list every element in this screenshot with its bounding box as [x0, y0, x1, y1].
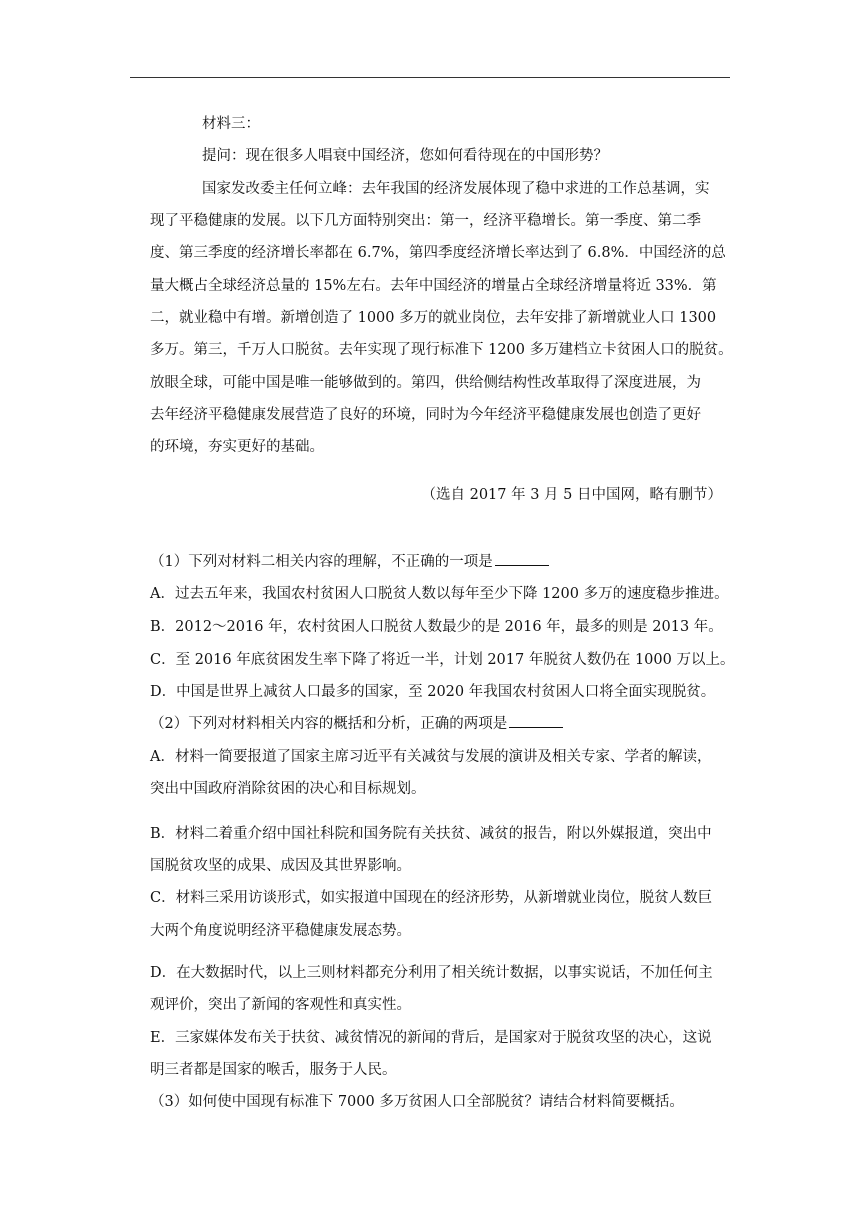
- q2-option: B．材料二着重介绍中国社科院和国务院有关扶贫、减贫的报告，附以外媒报道，突出中: [150, 826, 712, 842]
- q2-stem-text: （2）下列对材料相关内容的概括和分析，正确的两项是: [150, 716, 508, 732]
- q1-option: A．过去五年来，我国农村贫困人口脱贫人数以每年至少下降 1200 多万的速度稳步推进。: [150, 586, 729, 602]
- q1-option: C．至 2016 年底贫困发生率下降了将近一半，计划 2017 年脱贫人数仍在 1000 万以上。: [150, 652, 735, 668]
- q2-option: D．在大数据时代，以上三则材料都充分利用了相关统计数据，以事实说话，不加任何主: [150, 965, 713, 981]
- material3-line: 二，就业稳中有增。新增创造了 1000 多万的就业岗位，去年安排了新增就业人口 1300: [150, 310, 717, 326]
- material3-line: 国家发改委主任何立峰：去年我国的经济发展体现了稳中求进的工作总基调，实: [202, 181, 710, 197]
- q2-option: C．材料三采用访谈形式，如实报道中国现在的经济形势，从新增就业岗位，脱贫人数巨: [150, 890, 713, 906]
- material3-source: （选自 2017 年 3 月 5 日中国网，略有删节）: [421, 487, 722, 503]
- q1-stem: [150, 546, 732, 578]
- q2-option: E．三家媒体发布关于扶贫、减贫情况的新闻的背后，是国家对于脱贫攻坚的决心，这说: [150, 1030, 712, 1046]
- material3-question: 提问：现在很多人唱衰中国经济，您如何看待现在的中国形势？: [202, 148, 608, 164]
- q1-stem-text: （1）下列对材料二相关内容的理解，不正确的一项是: [150, 554, 493, 570]
- material3-line: 放眼全球，可能中国是唯一能够做到的。第四，供给侧结构性改革取得了深度进展，为: [150, 375, 701, 391]
- answer-blank: [495, 553, 549, 566]
- material3-line: 的环境，夯实更好的基础。: [150, 439, 324, 455]
- q2-stem: [150, 708, 732, 740]
- q2-option: 观评价，突出了新闻的客观性和真实性。: [150, 997, 411, 1013]
- q2-option: A．材料一简要报道了国家主席习近平有关减贫与发展的演讲及相关专家、学者的解读，: [150, 749, 712, 765]
- material3-heading: 材料三：: [202, 116, 260, 132]
- q1-option: B．2012～2016 年，农村贫困人口脱贫人数最少的是 2016 年，最多的则是 2013 年。: [150, 619, 723, 635]
- header-rule: [130, 77, 730, 78]
- q2-option: 明三者都是国家的喉舌，服务于人民。: [150, 1062, 397, 1078]
- material3-line: 量大概占全球经济总量的 15%左右。去年中国经济的增量占全球经济增量将近 33%．第: [150, 278, 717, 294]
- material3-line: 去年经济平稳健康发展营造了良好的环境，同时为今年经济平稳健康发展也创造了更好: [150, 407, 701, 423]
- material3-line: 多万。第三，千万人口脱贫。去年实现了现行标准下 1200 多万建档立卡贫困人口的脱贫。: [150, 342, 733, 358]
- material3-line: 度、第三季度的经济增长率都在 6.7%，第四季度经济增长率达到了 6.8%．中国经济的总: [150, 245, 726, 261]
- q1-option: D．中国是世界上减贫人口最多的国家，至 2020 年我国农村贫困人口将全面实现脱贫。: [150, 684, 716, 700]
- q2-option: 大两个角度说明经济平稳健康发展态势。: [150, 923, 411, 939]
- material3-line: 现了平稳健康的发展。以下几方面特别突出：第一，经济平稳增长。第一季度、第二季: [150, 213, 701, 229]
- q2-option: 突出中国政府消除贫困的决心和目标规划。: [150, 781, 426, 797]
- answer-blank: [509, 715, 563, 728]
- q2-option: 国脱贫攻坚的成果、成因及其世界影响。: [150, 858, 411, 874]
- q3-stem: （3）如何使中国现有标准下 7000 多万贫困人口全部脱贫？请结合材料简要概括。: [150, 1094, 684, 1110]
